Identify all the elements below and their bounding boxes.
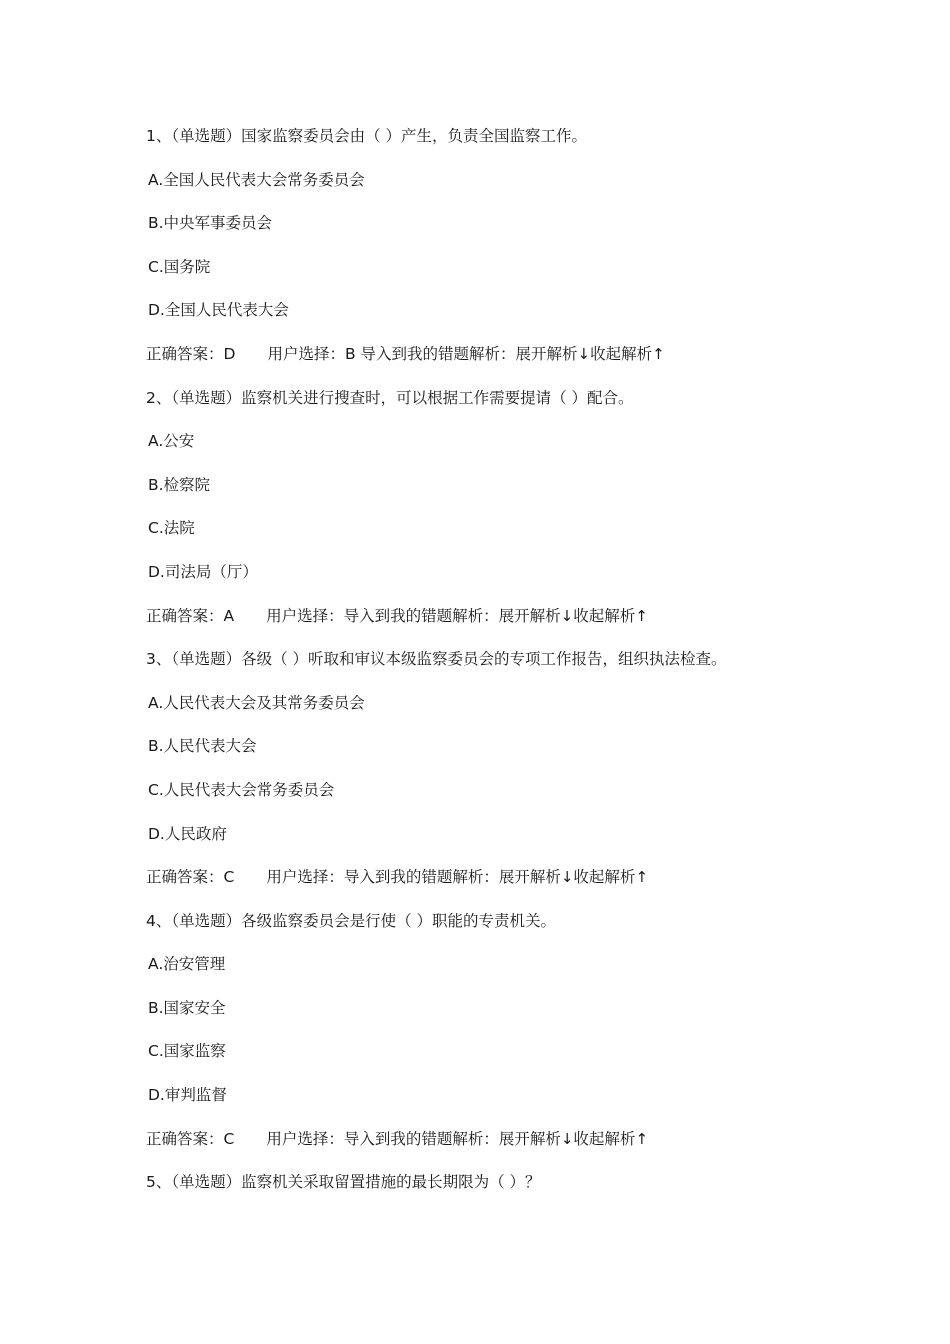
correct-answer-4: 正确答案：C (146, 1129, 235, 1148)
expand-arrow-icon[interactable]: ↓ (560, 868, 574, 887)
option-3-c: C.人民代表大会常务委员会 (148, 780, 335, 799)
option-2-b: B.检察院 (148, 475, 211, 494)
question-stem-1: 1、（单选题）国家监察委员会由（ ）产生，负责全国监察工作。 (146, 127, 588, 145)
correct-answer-3: 正确答案：C (146, 868, 235, 887)
option-2-a: A.公安 (148, 432, 195, 451)
expand-arrow-icon[interactable]: ↓ (560, 1129, 574, 1148)
option-1-c: C.国务院 (148, 257, 211, 276)
option-3-d: D.人民政府 (148, 824, 227, 843)
collapse-arrow-icon[interactable]: ↑ (635, 606, 648, 625)
question-stem-5: 5、（单选题）监察机关采取留置措施的最长期限为（ ）？ (146, 1173, 541, 1192)
user-choice-1: 用户选择：B 导入到我的错题解析：展开解析 (267, 344, 578, 363)
option-4-d: D.审判监督 (148, 1086, 227, 1105)
option-4-a: A.治安管理 (148, 955, 226, 974)
collapse-arrow-icon[interactable]: ↑ (635, 1129, 649, 1148)
expand-arrow-icon[interactable]: ↓ (577, 344, 591, 363)
collapse-analysis-1[interactable]: 收起解析 (590, 344, 653, 363)
user-choice-2: 用户选择：导入到我的错题解析：展开解析 (266, 606, 561, 625)
collapse-arrow-icon[interactable]: ↑ (635, 868, 649, 887)
option-3-a: A.人民代表大会及其常务委员会 (148, 693, 365, 712)
collapse-analysis-4[interactable]: 收起解析 (573, 1129, 636, 1148)
collapse-analysis-3[interactable]: 收起解析 (573, 868, 636, 887)
option-4-b: B.国家安全 (148, 998, 226, 1017)
question-stem-4: 4、（单选题）各级监察委员会是行使（ ）职能的专责机关。 (146, 911, 557, 930)
user-choice-4: 用户选择：导入到我的错题解析：展开解析 (266, 1129, 561, 1148)
answer-line-2 (146, 603, 906, 647)
option-1-d: D.全国人民代表大会 (148, 301, 289, 320)
option-1-a: A.全国人民代表大会常务委员会 (148, 170, 365, 189)
correct-answer-2: 正确答案：A (146, 606, 235, 625)
correct-answer-1: 正确答案：D (146, 344, 236, 363)
user-choice-3: 用户选择：导入到我的错题解析：展开解析 (266, 868, 561, 887)
option-1-b: B.中央军事委员会 (148, 214, 273, 233)
option-2-d: D.司法局（厅） (148, 562, 258, 581)
question-stem-3: 3、（单选题）各级（ ）听取和审议本级监察委员会的专项工作报告，组织执法检查。 (146, 650, 727, 669)
answer-line-3 (146, 864, 906, 908)
option-2-c: C.法院 (148, 519, 195, 538)
question-list (146, 123, 906, 1213)
expand-arrow-icon[interactable]: ↓ (560, 606, 574, 625)
option-4-c: C.国家监察 (148, 1042, 226, 1061)
collapse-analysis-2[interactable]: 收起解析 (573, 606, 636, 625)
collapse-arrow-icon[interactable]: ↑ (652, 344, 665, 363)
question-stem-2: 2、（单选题）监察机关进行搜查时，可以根据工作需要提请（ ）配合。 (146, 388, 634, 407)
answer-line-4 (146, 1126, 906, 1170)
answer-line-1 (146, 341, 906, 385)
option-3-b: B.人民代表大会 (148, 737, 257, 756)
